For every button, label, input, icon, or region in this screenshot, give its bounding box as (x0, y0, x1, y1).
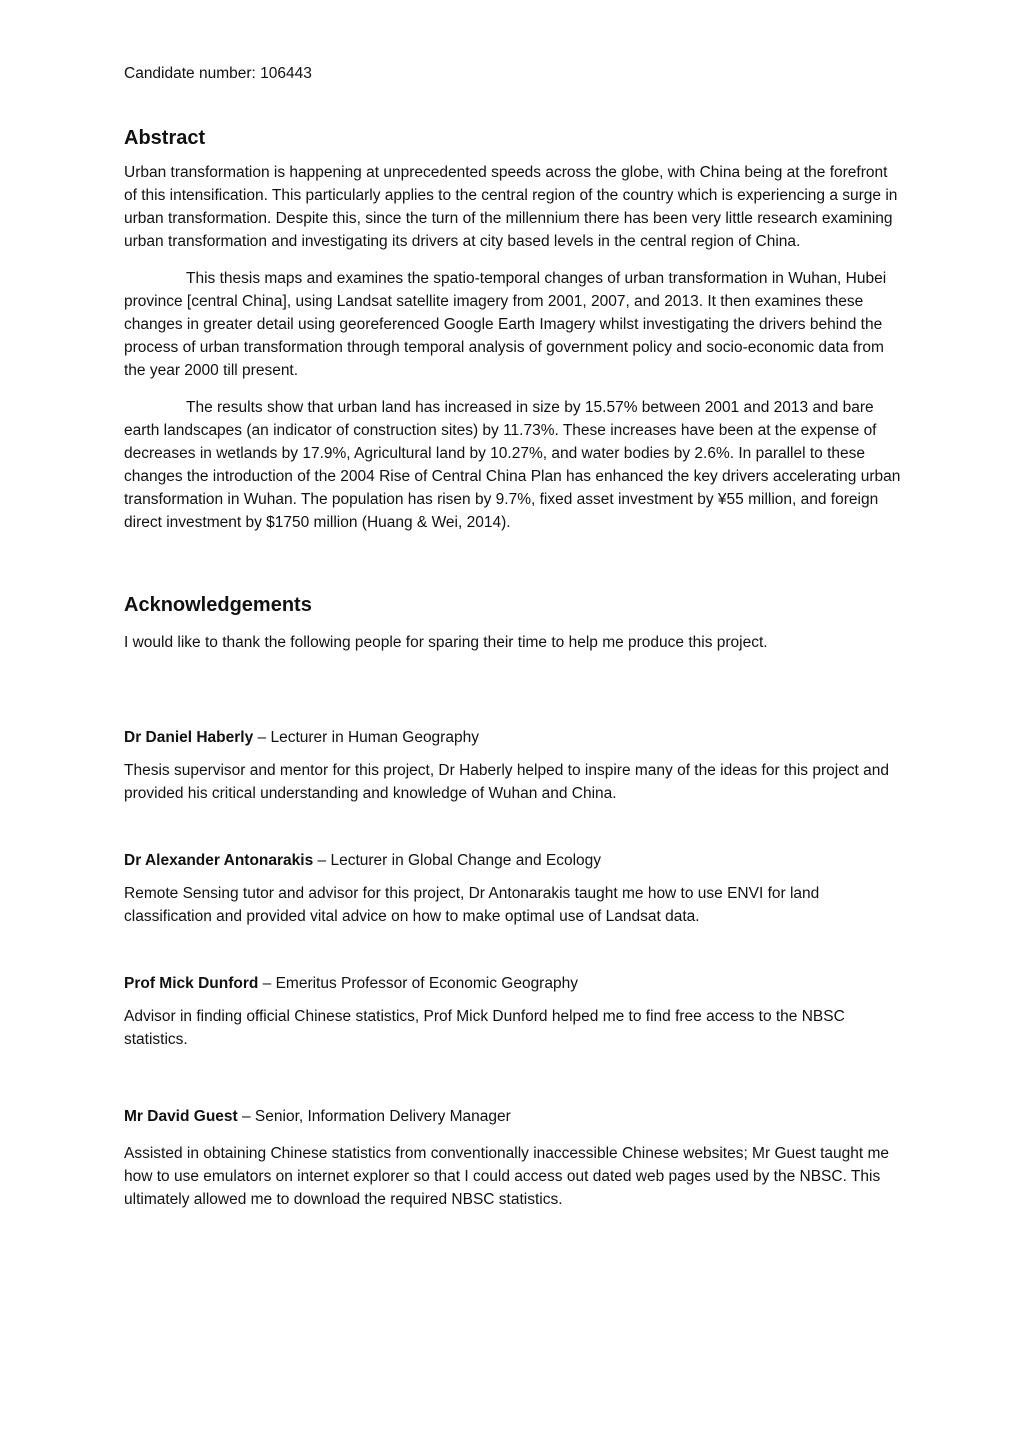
person-1-role: – Lecturer in Human Geography (253, 729, 479, 746)
abstract-section (124, 125, 904, 534)
person-2-name: Dr Alexander Antonarakis (124, 852, 314, 869)
person-3-description: Advisor in finding official Chinese statistics, Prof Mick Dunford helped me to find free access to the NBSC statistics. (124, 1008, 845, 1048)
document-page (124, 62, 904, 1211)
person-2-heading (124, 849, 904, 872)
person-1-heading (124, 726, 904, 749)
acknowledgements-intro: I would like to thank the following people for sparing their time to help me produce this project. (124, 634, 768, 651)
acknowledgements-section (124, 592, 904, 1211)
person-2-role: – Lecturer in Global Change and Ecology (313, 852, 602, 869)
person-3-name: Prof Mick Dunford (124, 975, 259, 992)
abstract-heading: Abstract (124, 127, 206, 149)
abstract-paragraph-2: This thesis maps and examines the spatio-temporal changes of urban transformation in Wuhan, Hubei province [central China], using Landsat satellite imagery from 2001, 2007, and 2013. It then examines these changes in greater detail using georeferenced Google Earth Imagery whilst investigating the drivers behind the process of urban transformation through temporal analysis of government policy and socio-economic data from the year 2000 till present. (124, 270, 887, 379)
candidate-number: Candidate number: 106443 (124, 65, 312, 82)
abstract-paragraph-1: Urban transformation is happening at unprecedented speeds across the globe, with China being at the forefront of this intensification. This particularly applies to the central region of the country which is experiencing a surge in urban transformation. Despite this, since the turn of the millennium there has been very little research examining urban transformation and investigating its drivers at city based levels in the central region of China. (124, 164, 898, 250)
abstract-paragraph-3: The results show that urban land has increased in size by 15.57% between 2001 and 2013 and bare earth landscapes (an indicator of construction sites) by 11.73%. These increases have been at the expense of decreases in wetlands by 17.9%, Agricultural land by 10.27%, and water bodies by 2.6%. In parallel to these changes the introduction of the 2004 Rise of Central China Plan has enhanced the key drivers accelerating urban transformation in Wuhan. The population has risen by 9.7%, fixed asset investment by ¥55 million, and foreign direct investment by $1750 million (Huang & Wei, 2014). (124, 399, 901, 531)
person-3-heading (124, 972, 904, 995)
person-3-role: – Emeritus Professor of Economic Geography (258, 975, 578, 992)
person-4-name: Mr David Guest (124, 1108, 238, 1125)
person-2-description: Remote Sensing tutor and advisor for this project, Dr Antonarakis taught me how to use ENVI for land classification and provided vital advice on how to make optimal use of Landsat data. (124, 885, 820, 925)
person-4-heading (124, 1105, 904, 1128)
person-4-role: – Senior, Information Delivery Manager (237, 1108, 511, 1125)
person-1-description: Thesis supervisor and mentor for this project, Dr Haberly helped to inspire many of the ideas for this project and provided his critical understanding and knowledge of Wuhan and China. (124, 762, 890, 802)
person-4-description: Assisted in obtaining Chinese statistics from conventionally inaccessible Chinese websites; Mr Guest taught me how to use emulators on internet explorer so that I could access out dated web pages used by the NBSC. This ultimately allowed me to download the required NBSC statistics. (124, 1145, 890, 1208)
person-1-name: Dr Daniel Haberly (124, 729, 254, 746)
acknowledgements-heading: Acknowledgements (124, 594, 312, 616)
